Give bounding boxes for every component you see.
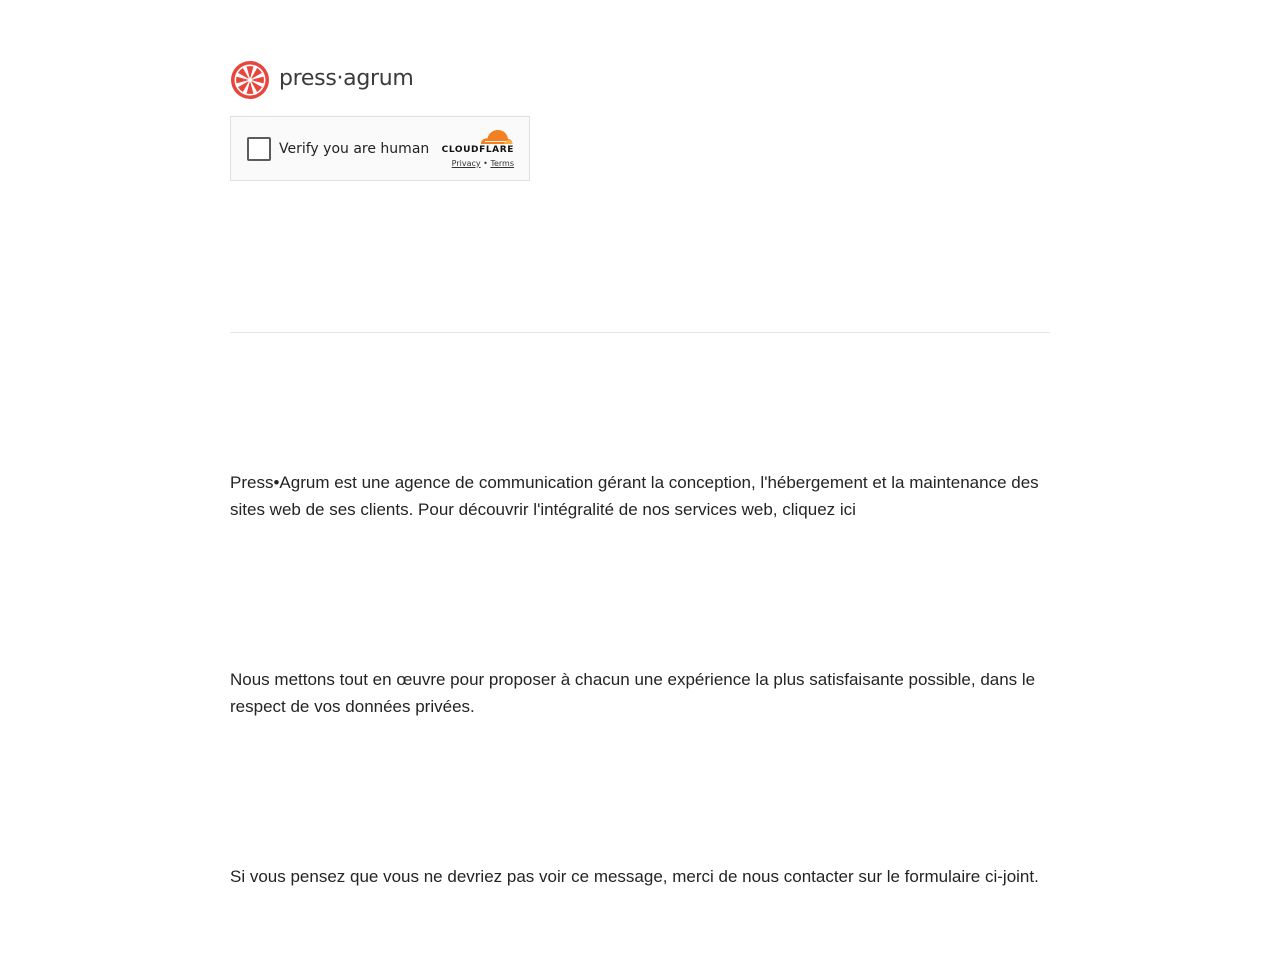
- cloudflare-cloud-icon: [478, 128, 514, 145]
- divider: [230, 332, 1050, 333]
- privacy-commitment-paragraph: Nous mettons tout en œuvre pour proposer à chacun une expérience la plus satisfaisante possible, dans le respect de vos données privées.: [230, 670, 1036, 716]
- press-agrum-logo: [230, 60, 414, 100]
- cloudflare-wordmark: CLOUDFLARE: [441, 145, 514, 155]
- contact-notice-paragraph: Si vous pensez que vous ne devriez pas voir ce message, merci de nous contacter sur le formulaire ci-joint.: [230, 867, 1039, 886]
- privacy-link[interactable]: Privacy: [451, 159, 481, 168]
- verify-checkbox[interactable]: [247, 137, 271, 161]
- terms-link[interactable]: Terms: [490, 159, 514, 168]
- cloudflare-branding: [436, 128, 514, 169]
- link-separator: •: [483, 159, 488, 168]
- agency-description-paragraph: Press•Agrum est une agence de communication gérant la conception, l'hébergement et la maintenance des sites web de ses clients. Pour découvrir l'intégralité de nos services web, cliquez ici: [230, 473, 1039, 519]
- cloudflare-links: [436, 159, 514, 169]
- cloudflare-turnstile-widget: [230, 116, 530, 181]
- citrus-slice-icon: [230, 60, 270, 100]
- verify-label: Verify you are human: [279, 141, 430, 157]
- logo-wordmark: press·agrum: [279, 66, 414, 91]
